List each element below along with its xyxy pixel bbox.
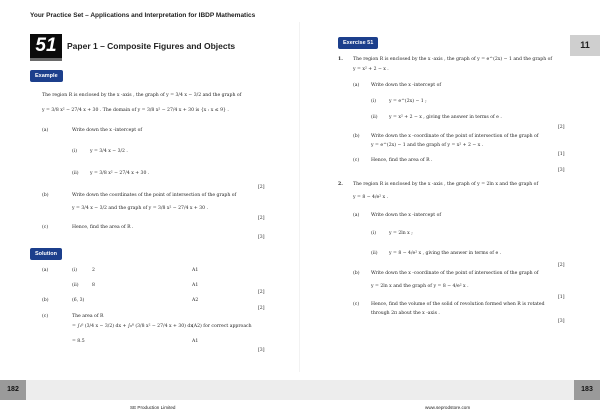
solution-integral: = ∫₂⁶ (3/4 x − 3/2) dx + ∫₆⁸ (3/8 x² − 27/4 x + 30) dx bbox=[72, 324, 193, 329]
part-text: Hence, find the area of R . bbox=[371, 158, 433, 163]
solution-answer: 2 bbox=[92, 268, 95, 273]
solution-mark: A2 bbox=[192, 298, 199, 303]
part-text: Write down the x -intercept of bbox=[371, 83, 442, 88]
part-mark: [2] bbox=[558, 263, 565, 268]
part-label: (ii) bbox=[72, 171, 79, 176]
part-label: (b) bbox=[42, 193, 49, 198]
page-number-left: 182 bbox=[0, 380, 26, 400]
example-label: Example bbox=[30, 70, 63, 82]
question-intro-line: y = 8 − 4/e² x . bbox=[353, 195, 389, 200]
page-number-right: 183 bbox=[574, 380, 600, 400]
solution-mark: A1 bbox=[192, 339, 199, 344]
part-text: y = e^(2x) − 1 and the graph of y = x² + 2 − x . bbox=[371, 143, 484, 148]
part-text: y = 3/8 x² − 27/4 x + 30 . bbox=[90, 171, 150, 176]
question-number: 2. bbox=[338, 182, 343, 187]
solution-answer: The area of R bbox=[72, 314, 104, 319]
solution-answer: 8 bbox=[92, 283, 95, 288]
part-label: (b) bbox=[353, 271, 360, 276]
question-intro-line: The region R is enclosed by the x -axis , the graph of y = e^(2x) − 1 and the graph of bbox=[353, 57, 553, 62]
part-label: (a) bbox=[42, 128, 49, 133]
part-text: y = 2ln x ; bbox=[389, 231, 413, 236]
question-intro-line: y = x² + 2 − x . bbox=[353, 67, 389, 72]
solution-part-label: (b) bbox=[42, 298, 49, 303]
page-gutter bbox=[299, 22, 300, 372]
part-label: (b) bbox=[353, 134, 360, 139]
part-text: y = x² + 2 − x , giving the answer in terms of e . bbox=[389, 115, 502, 120]
part-text: y = 3/4 x − 3/2 . bbox=[90, 149, 128, 154]
part-text: Write down the x -intercept of bbox=[371, 213, 442, 218]
solution-label: Solution bbox=[30, 248, 62, 260]
part-mark: [2] bbox=[558, 125, 565, 130]
solution-sub-label: (ii) bbox=[72, 283, 79, 288]
publisher-website: www.seprodstore.com bbox=[425, 405, 471, 410]
part-text: y = 3/4 x − 3/2 and the graph of y = 3/8 x² − 27/4 x + 30 . bbox=[72, 206, 208, 211]
solution-total: [2] bbox=[258, 306, 265, 311]
part-text: through 2π about the x -axis . bbox=[371, 311, 440, 316]
part-label: (a) bbox=[353, 83, 360, 88]
solution-mark: A1 bbox=[192, 283, 199, 288]
solution-mark: A1 bbox=[192, 268, 199, 273]
chapter-title: Paper 1 – Composite Figures and Objects bbox=[67, 41, 236, 51]
part-label: (a) bbox=[353, 213, 360, 218]
part-mark: [3] bbox=[258, 235, 265, 240]
example-intro-line-1: The region R is enclosed by the x -axis , the graph of y = 3/4 x − 3/2 and the graph of bbox=[42, 93, 242, 98]
solution-mark: (A2) for correct approach bbox=[192, 324, 252, 329]
part-label: (c) bbox=[42, 225, 49, 230]
question-number: 1. bbox=[338, 57, 343, 62]
part-label: (c) bbox=[353, 302, 360, 307]
solution-part-label: (c) bbox=[42, 314, 49, 319]
part-text: Write down the coordinates of the point of intersection of the graph of bbox=[72, 193, 237, 198]
part-text: Write down the x -intercept of bbox=[72, 128, 143, 133]
solution-sub-label: (i) bbox=[72, 268, 78, 273]
part-text: y = 8 − 4/e² x , giving the answer in terms of e . bbox=[389, 251, 502, 256]
solution-part-label: (a) bbox=[42, 268, 49, 273]
solution-total: [3] bbox=[258, 348, 265, 353]
part-text: Write down the x -coordinate of the point of intersection of the graph of bbox=[371, 271, 539, 276]
part-mark: [3] bbox=[558, 168, 565, 173]
solution-answer: = 8.5 bbox=[72, 339, 85, 344]
footer-bar bbox=[0, 380, 600, 400]
part-mark: [1] bbox=[558, 152, 565, 157]
part-text: Hence, find the area of R . bbox=[72, 225, 134, 230]
part-mark: [3] bbox=[558, 319, 565, 324]
chapter-number-badge: 51 bbox=[30, 34, 62, 58]
chapter-side-tab: 11 bbox=[570, 35, 600, 56]
part-label: (i) bbox=[371, 231, 377, 236]
part-mark: [2] bbox=[258, 216, 265, 221]
solution-answer: (6, 3) bbox=[72, 298, 85, 303]
publisher-name: SE Production Limited bbox=[130, 405, 176, 410]
part-label: (c) bbox=[353, 158, 360, 163]
part-label: (i) bbox=[72, 149, 78, 154]
part-text: y = e^(2x) − 1 ; bbox=[389, 99, 427, 104]
book-title: Your Practice Set – Applications and Interpretation for IBDP Mathematics bbox=[30, 12, 256, 19]
part-text: y = 2ln x and the graph of y = 8 − 4/e² x . bbox=[371, 284, 469, 289]
question-intro-line: The region R is enclosed by the x -axis , the graph of y = 2ln x and the graph of bbox=[353, 182, 539, 187]
solution-total: [2] bbox=[258, 290, 265, 295]
part-label: (ii) bbox=[371, 115, 378, 120]
exercise-label: Exercise 51 bbox=[338, 37, 378, 49]
part-label: (i) bbox=[371, 99, 377, 104]
part-label: (ii) bbox=[371, 251, 378, 256]
part-mark: [2] bbox=[258, 185, 265, 190]
part-mark: [1] bbox=[558, 295, 565, 300]
part-text: Hence, find the volume of the solid of revolution formed when R is rotated bbox=[371, 302, 545, 307]
example-intro-line-2: y = 3/8 x² − 27/4 x + 30 . The domain of y = 3/8 x² − 27/4 x + 30 is {x : x ≤ 9} . bbox=[42, 108, 229, 113]
part-text: Write down the x -coordinate of the point of intersection of the graph of bbox=[371, 134, 539, 139]
